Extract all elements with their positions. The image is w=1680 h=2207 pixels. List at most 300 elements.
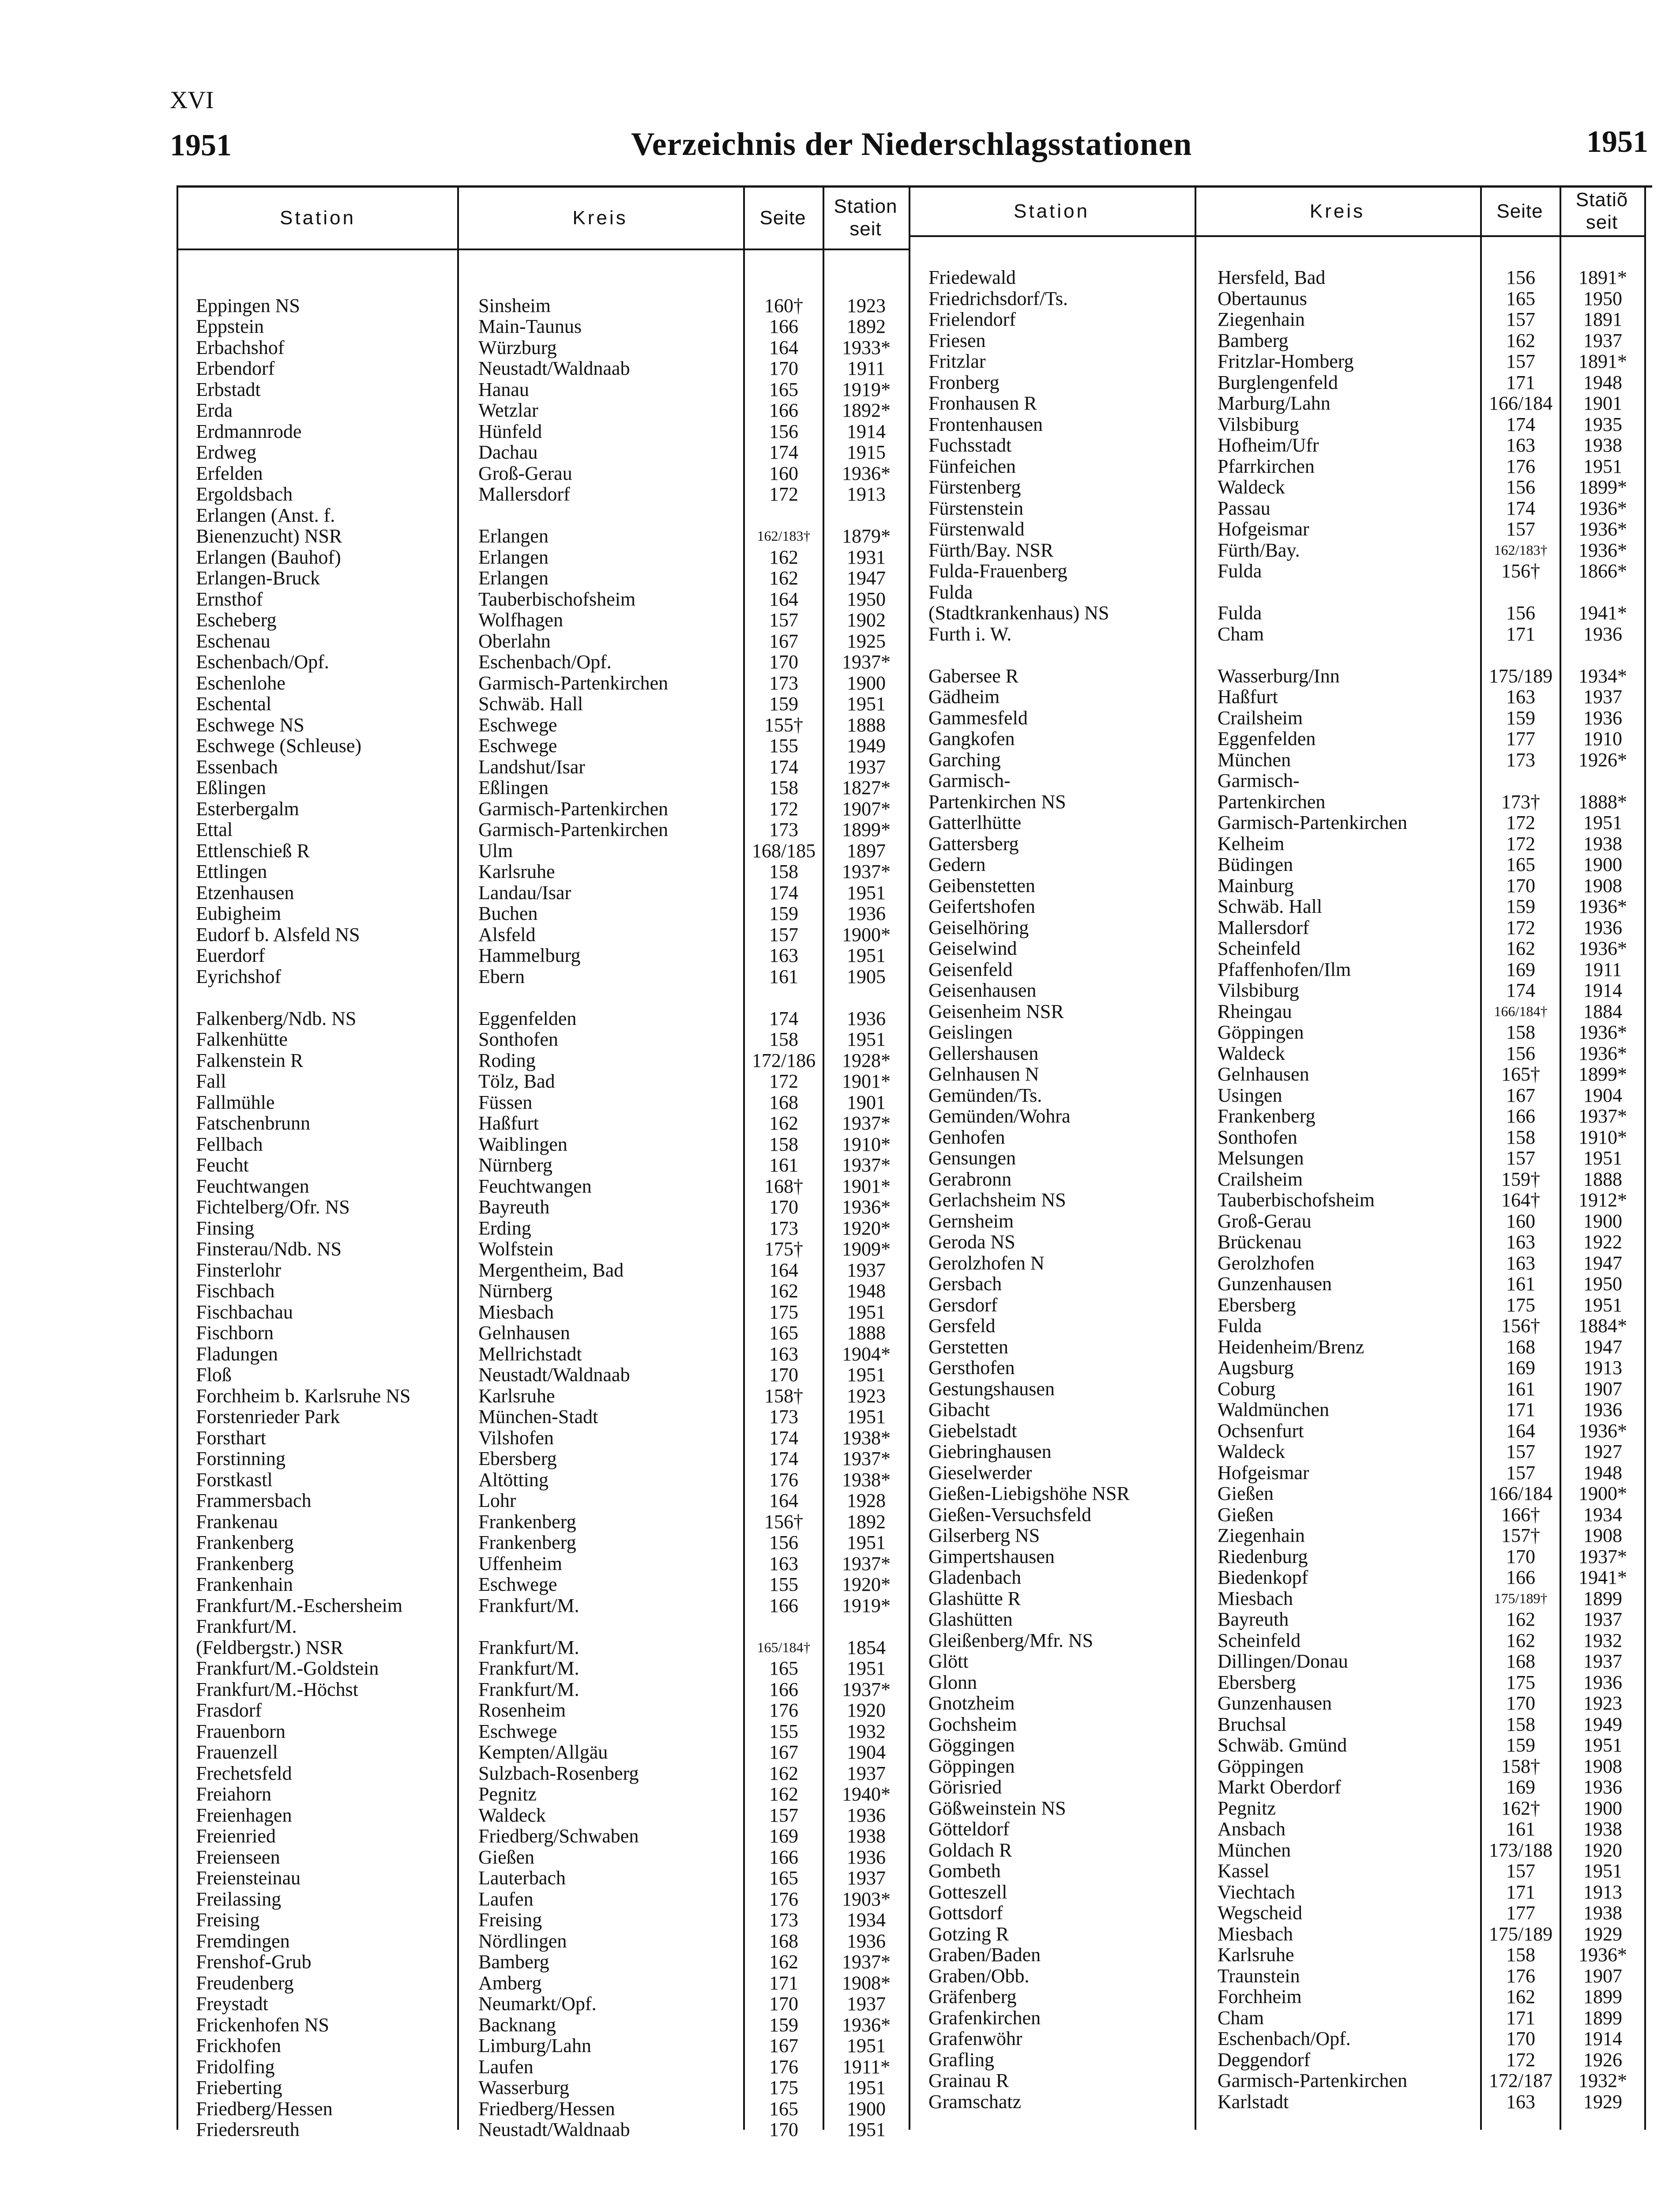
station-name: Frontenhausen <box>928 413 1043 435</box>
table-row <box>909 1232 1646 1253</box>
table-row <box>178 610 909 631</box>
seite-value: 172 <box>1506 2049 1535 2071</box>
station-name: Gerabronn <box>928 1168 1012 1190</box>
seite-value: 161 <box>1506 1818 1535 1840</box>
station-seit-value: 1937* <box>842 1951 891 1973</box>
table-row <box>178 1721 909 1742</box>
kreis-name: Hanau <box>478 378 529 400</box>
kreis-name: Partenkirchen <box>1218 791 1326 813</box>
seite-value: 165 <box>769 1657 798 1679</box>
kreis-name: Ziegenhain <box>1218 309 1305 330</box>
station-seit-value: 1950 <box>847 588 886 610</box>
station-name: Erlangen (Bauhof) <box>196 546 341 568</box>
station-name: Friedewald <box>928 267 1016 288</box>
table-row <box>909 749 1646 771</box>
header-kreis-right: Kreis <box>1309 200 1365 222</box>
kreis-name: Sonthofen <box>1218 1126 1297 1148</box>
station-seit-value: 1854 <box>847 1636 886 1658</box>
station-seit-value: 1920* <box>842 1217 891 1239</box>
seite-value: 161 <box>769 1154 798 1176</box>
station-seit-value: 1899 <box>1583 1986 1622 2007</box>
seite-value: 156 <box>769 420 798 442</box>
table-row <box>178 1742 909 1763</box>
station-seit-value: 1934 <box>1583 1503 1622 1525</box>
station-name: Gammesfeld <box>928 707 1028 729</box>
station-name: Gotteszell <box>928 1881 1007 1903</box>
kreis-name: Oberlahn <box>478 630 551 652</box>
kreis-name: Erding <box>478 1217 531 1239</box>
station-seit-value: 1951 <box>847 1657 886 1679</box>
station-name: Geislingen <box>928 1021 1013 1043</box>
seite-value: 173 <box>769 819 798 840</box>
seite-value: 156† <box>1501 1315 1540 1337</box>
table-row <box>178 358 909 379</box>
kreis-name: Feuchtwangen <box>478 1175 592 1197</box>
station-name: Fünfeichen <box>928 455 1016 477</box>
table-row <box>178 1511 909 1533</box>
station-seit-value: 1900 <box>1583 1797 1622 1819</box>
station-seit-value: 1951 <box>847 1364 886 1386</box>
seite-value: 158† <box>764 1385 803 1407</box>
table-row <box>178 1700 909 1721</box>
seite-value: 162 <box>769 1951 798 1973</box>
station-name: Friedberg/Hessen <box>196 2098 333 2120</box>
table-row <box>178 2035 909 2056</box>
kreis-name: Mainburg <box>1218 874 1294 896</box>
seite-value: 177 <box>1506 1902 1535 1924</box>
station-seit-value: 1897 <box>847 840 886 862</box>
station-name: Ettlenschieß R <box>196 840 310 862</box>
station-name: Erbendorf <box>196 358 275 379</box>
kreis-name: Eschwege <box>478 735 557 757</box>
station-seit-value: 1908 <box>1583 1525 1622 1546</box>
station-seit-value: 1951 <box>847 693 886 715</box>
kreis-name: Deggendorf <box>1218 2049 1311 2071</box>
kreis-name: Ochsenfurt <box>1218 1420 1304 1442</box>
station-name: Feuchtwangen <box>196 1175 309 1197</box>
station-seit-value: 1948 <box>1583 371 1622 393</box>
kreis-name: Friedberg/Hessen <box>478 2098 615 2120</box>
table-row <box>909 456 1646 477</box>
station-seit-value: 1922 <box>1583 1231 1622 1253</box>
table-row <box>178 1008 909 1029</box>
station-name: Freiensteinau <box>196 1867 301 1889</box>
station-seit-value: 1936* <box>1579 1944 1627 1966</box>
station-seit-value: 1901* <box>842 1070 891 1092</box>
station-seit-value: 1909* <box>842 1238 891 1260</box>
kreis-name: Dillingen/Donau <box>1218 1650 1348 1672</box>
station-name: Gestungshausen <box>928 1378 1055 1400</box>
table-row <box>178 693 909 715</box>
station-name: Fladungen <box>196 1343 278 1365</box>
kreis-name: Amberg <box>478 1972 542 1994</box>
kreis-name: Eggenfelden <box>1218 728 1316 749</box>
station-seit-value: 1937 <box>847 1762 886 1784</box>
seite-value: 159 <box>769 903 798 924</box>
kreis-name: Eschwege <box>478 1574 557 1595</box>
seite-value: 162 <box>769 1280 798 1302</box>
kreis-name: Limburg/Lahn <box>478 2035 591 2056</box>
kreis-name: Ebern <box>478 965 525 987</box>
table-row <box>909 1672 1646 1693</box>
station-name: Ergoldsbach <box>196 483 293 505</box>
header-kreis-left: Kreis <box>572 207 628 229</box>
seite-value: 171 <box>1506 1399 1535 1420</box>
kreis-name: Eßlingen <box>478 777 549 798</box>
kreis-name: Tauberbischofsheim <box>1218 1189 1375 1211</box>
table-row <box>909 1001 1646 1022</box>
station-name: Gerlachsheim NS <box>928 1189 1066 1211</box>
seite-value: 164 <box>1506 1420 1535 1442</box>
table-row <box>178 1197 909 1218</box>
station-name: Esterbergalm <box>196 798 299 820</box>
table-row <box>909 644 1646 666</box>
kreis-name: Eggenfelden <box>478 1007 577 1029</box>
station-name: Fürth/Bay. NSR <box>928 539 1054 561</box>
kreis-name: Kelheim <box>1218 832 1285 855</box>
station-seit-value: 1951 <box>847 2077 886 2098</box>
seite-value: 158 <box>1506 1126 1535 1148</box>
table-row <box>178 715 909 736</box>
station-seit-value: 1900 <box>1583 854 1622 875</box>
table-row <box>909 1169 1646 1190</box>
kreis-name: Nürnberg <box>478 1280 552 1302</box>
table-row <box>909 267 1646 288</box>
table-row <box>178 400 909 421</box>
header-station-seit-right: Statiõ seit <box>1575 189 1628 233</box>
right-half-rows <box>909 267 1646 2112</box>
seite-value: 172 <box>1506 832 1535 855</box>
seite-value: 157 <box>769 1804 798 1826</box>
seite-value: 166 <box>769 316 798 337</box>
year-right: 1951 <box>1586 125 1648 159</box>
header-station-right: Station <box>1014 200 1090 222</box>
station-name: Fritzlar <box>928 350 986 372</box>
station-seit-value: 1891 <box>1583 309 1622 330</box>
station-seit-value: 1937 <box>847 1259 886 1281</box>
table-row <box>178 735 909 757</box>
station-name: Gemünden/Wohra <box>928 1105 1071 1127</box>
seite-value: 176 <box>1506 455 1535 477</box>
kreis-name: Karlsruhe <box>1218 1944 1294 1966</box>
table-row <box>178 1993 909 2015</box>
kreis-name: Lauterbach <box>478 1867 566 1889</box>
station-seit-value: 1925 <box>847 630 886 652</box>
table-row <box>909 519 1646 540</box>
kreis-name: Miesbach <box>478 1301 554 1323</box>
station-seit-value: 1905 <box>847 965 886 987</box>
table-row <box>178 1847 909 1868</box>
station-name: Glött <box>928 1650 969 1672</box>
year-left: 1951 <box>170 128 232 162</box>
station-name: Fürstenwald <box>928 518 1025 540</box>
station-seit-value: 1937 <box>847 756 886 778</box>
seite-value: 162 <box>769 1783 798 1805</box>
station-name: Freudenberg <box>196 1972 294 1994</box>
table-row <box>178 484 909 505</box>
station-name: Gattersberg <box>928 832 1019 855</box>
station-name: Gotzing R <box>928 1923 1009 1945</box>
station-name: Eßlingen <box>196 777 266 798</box>
station-name: Fellbach <box>196 1133 263 1155</box>
table-row <box>909 1043 1646 1064</box>
seite-value: 175 <box>769 1301 798 1323</box>
kreis-name: Eschenbach/Opf. <box>478 651 612 673</box>
seite-value: 166/184 <box>1488 1483 1553 1504</box>
station-seit-value: 1936* <box>1579 539 1627 561</box>
station-name: Goldach R <box>928 1839 1012 1861</box>
table-row <box>909 1966 1646 1987</box>
seite-value: 162 <box>1506 938 1535 959</box>
seite-value: 160† <box>764 294 803 316</box>
station-name: Erdmannrode <box>196 420 302 442</box>
station-seit-value: 1937* <box>842 1678 891 1700</box>
seite-value: 166 <box>769 399 798 421</box>
station-seit-value: 1941* <box>1579 602 1627 624</box>
seite-value: 172/187 <box>1488 2070 1553 2091</box>
kreis-name: Waldeck <box>1218 1441 1285 1462</box>
kreis-name: Groß-Gerau <box>1218 1210 1312 1232</box>
station-name: Graben/Obb. <box>928 1965 1030 1987</box>
station-name: Gilserberg NS <box>928 1525 1040 1546</box>
station-seit-value: 1900* <box>1579 1483 1627 1504</box>
station-name: (Feldbergstr.) NSR <box>196 1636 344 1658</box>
kreis-name: Waldeck <box>478 1804 546 1826</box>
station-seit-value: 1914 <box>1583 2028 1622 2049</box>
seite-value: 157 <box>1506 1147 1535 1169</box>
seite-value: 165/184† <box>757 1639 811 1655</box>
station-name: Freienried <box>196 1825 276 1847</box>
station-seit-value: 1947 <box>1583 1336 1622 1358</box>
station-seit-value: 1908 <box>1583 874 1622 896</box>
station-name: Gießen-Liebigshöhe NSR <box>928 1483 1130 1504</box>
station-name: Falkenstein R <box>196 1049 304 1071</box>
kreis-name: Hammelburg <box>478 945 581 966</box>
table-row <box>178 819 909 840</box>
table-row <box>909 1378 1646 1400</box>
kreis-name: Frankenberg <box>478 1532 576 1553</box>
station-seit-value: 1911* <box>842 2056 891 2078</box>
kreis-name: Göppingen <box>1218 1755 1304 1777</box>
station-seit-value: 1892* <box>842 399 891 421</box>
kreis-name: Gießen <box>1218 1483 1274 1504</box>
seite-value: 167 <box>1506 1084 1535 1106</box>
kreis-name: Crailsheim <box>1218 707 1303 729</box>
table-row <box>178 798 909 820</box>
seite-value: 169 <box>1506 958 1535 980</box>
station-name: Etzenhausen <box>196 881 294 904</box>
station-seit-value: 1951 <box>847 1532 886 1553</box>
seite-value: 170 <box>769 2119 798 2140</box>
table-row <box>178 1448 909 1469</box>
seite-value: 161 <box>1506 1378 1535 1400</box>
station-name: Eubigheim <box>196 903 282 924</box>
station-seit-value: 1936* <box>1579 1042 1627 1064</box>
station-seit-value: 1938* <box>842 1427 891 1449</box>
kreis-name: Wolfstein <box>478 1238 553 1260</box>
table-row <box>178 652 909 673</box>
station-seit-value: 1891* <box>1579 350 1627 372</box>
kreis-name: Melsungen <box>1218 1147 1304 1169</box>
station-name: (Stadtkrankenhaus) NS <box>928 602 1109 624</box>
station-name: Göppingen <box>928 1755 1015 1777</box>
seite-value: 170 <box>769 651 798 673</box>
seite-value: 174 <box>1506 497 1535 519</box>
station-seit-value: 1937 <box>847 1993 886 2015</box>
table-row <box>909 959 1646 980</box>
station-seit-value: 1908* <box>842 1972 891 1994</box>
station-seit-value: 1936* <box>842 2014 891 2036</box>
station-name: Frechetsfeld <box>196 1762 292 1784</box>
kreis-name: Garmisch-Partenkirchen <box>1218 812 1408 833</box>
table-row <box>909 1022 1646 1043</box>
station-name: Friesen <box>928 329 986 351</box>
station-name: Finsterau/Ndb. NS <box>196 1238 342 1260</box>
kreis-name: Frankfurt/M. <box>478 1657 579 1679</box>
seite-value: 174 <box>769 441 798 463</box>
station-name: Frasdorf <box>196 1699 262 1721</box>
table-row <box>178 882 909 904</box>
seite-value: 166 <box>1506 1567 1535 1588</box>
station-seit-value: 1928 <box>847 1490 886 1511</box>
kreis-name: Crailsheim <box>1218 1168 1303 1190</box>
kreis-name: Riedenburg <box>1218 1545 1308 1567</box>
station-name: Gibacht <box>928 1399 990 1420</box>
station-seit-value: 1913 <box>847 483 886 505</box>
table-row <box>178 526 909 547</box>
station-name: Friedrichsdorf/Ts. <box>928 287 1068 309</box>
station-name: Frammersbach <box>196 1490 312 1511</box>
station-name: Görisried <box>928 1776 1002 1798</box>
table-row <box>909 1399 1646 1420</box>
table-row <box>909 288 1646 309</box>
seite-value: 157† <box>1501 1525 1540 1546</box>
kreis-name: Laufen <box>478 2056 534 2078</box>
kreis-name: München <box>1218 749 1291 771</box>
station-seit-value: 1936* <box>1579 1420 1627 1442</box>
seite-value: 171 <box>1506 1881 1535 1903</box>
station-name: Giebringhausen <box>928 1441 1052 1462</box>
kreis-name: Haßfurt <box>478 1112 539 1134</box>
kreis-name: Eschwege <box>478 1720 557 1742</box>
seite-value: 165† <box>1501 1063 1540 1085</box>
station-name: Frenshof-Grub <box>196 1951 312 1973</box>
kreis-name: Bayreuth <box>478 1196 550 1218</box>
station-name: Graben/Baden <box>928 1944 1041 1966</box>
station-name: Garching <box>928 749 1001 771</box>
seite-value: 166 <box>1506 1105 1535 1127</box>
station-name: Frauenborn <box>196 1720 286 1742</box>
seite-value: 172 <box>1506 812 1535 833</box>
seite-value: 169 <box>1506 1357 1535 1378</box>
station-seit-value: 1900 <box>847 2098 886 2120</box>
station-name: Fallmühle <box>196 1091 275 1113</box>
kreis-name: Ebersberg <box>1218 1671 1296 1693</box>
kreis-name: Obertaunus <box>1218 287 1307 309</box>
kreis-name: Büdingen <box>1218 854 1293 875</box>
station-seit-value: 1936 <box>847 1930 886 1952</box>
kreis-name: Garmisch-Partenkirchen <box>1218 2070 1408 2091</box>
table-row <box>909 1315 1646 1337</box>
table-row <box>909 980 1646 1001</box>
seite-value: 165 <box>769 378 798 400</box>
station-seit-value: 1926 <box>1583 2049 1622 2071</box>
seite-value: 158 <box>769 861 798 882</box>
seite-value: 165 <box>1506 287 1535 309</box>
kreis-name: Nördlingen <box>478 1930 567 1952</box>
kreis-name: Backnang <box>478 2014 556 2036</box>
seite-value: 176 <box>769 1888 798 1910</box>
station-seit-value: 1937* <box>842 861 891 882</box>
kreis-name: Coburg <box>1218 1378 1276 1400</box>
seite-value: 162/183† <box>1494 542 1548 558</box>
table-row <box>909 435 1646 456</box>
station-name: Freystadt <box>196 1993 268 2015</box>
table-row <box>178 379 909 400</box>
station-name: Gladenbach <box>928 1567 1022 1588</box>
table-row <box>909 1106 1646 1127</box>
table-row <box>909 896 1646 917</box>
station-seit-value: 1908 <box>1583 1755 1622 1777</box>
table-row <box>178 966 909 987</box>
station-seit-value: 1900* <box>842 923 891 945</box>
seite-value: 166 <box>769 1594 798 1616</box>
table-row <box>178 1469 909 1491</box>
station-name: Erfelden <box>196 462 263 484</box>
station-name: Erlangen (Anst. f. <box>196 504 335 526</box>
seite-value: 170 <box>769 1993 798 2015</box>
table-row <box>909 1756 1646 1777</box>
seite-value: 168† <box>764 1175 803 1197</box>
station-seit-value: 1920 <box>847 1699 886 1721</box>
table-row <box>909 1588 1646 1609</box>
kreis-name: Vilsbiburg <box>1218 413 1299 435</box>
station-seit-value: 1928* <box>842 1049 891 1071</box>
kreis-name: Landau/Isar <box>478 881 571 904</box>
station-seit-value: 1933* <box>842 336 891 358</box>
seite-value: 162 <box>769 546 798 568</box>
station-name: Gramschatz <box>928 2090 1022 2113</box>
seite-value: 159 <box>1506 1734 1535 1756</box>
table-row <box>909 791 1646 813</box>
table-row <box>909 812 1646 833</box>
seite-value: 172/186 <box>752 1049 816 1071</box>
station-name: Eudorf b. Alsfeld NS <box>196 923 360 945</box>
kreis-name: Neustadt/Waldnaab <box>478 2119 630 2140</box>
seite-value: 175/189† <box>1494 1590 1548 1606</box>
station-name: Fronhausen R <box>928 392 1037 414</box>
seite-value: 170 <box>1506 1692 1535 1714</box>
station-name: Forstkastl <box>196 1469 273 1491</box>
kreis-name: Erlangen <box>478 567 549 589</box>
seite-value: 158 <box>1506 1713 1535 1735</box>
kreis-name: Garmisch-Partenkirchen <box>478 672 669 694</box>
kreis-name: Hofgeismar <box>1218 518 1309 540</box>
table-row <box>909 728 1646 749</box>
kreis-name: Gelnhausen <box>478 1322 570 1344</box>
kreis-name: Laufen <box>478 1888 534 1910</box>
station-name: Glashütten <box>928 1608 1013 1630</box>
seite-value: 164† <box>1501 1189 1540 1211</box>
station-name: Gersbach <box>928 1273 1002 1295</box>
station-name: Eschenlohe <box>196 672 286 694</box>
table-row <box>909 330 1646 351</box>
seite-value: 171 <box>1506 623 1535 645</box>
station-name: Fischbach <box>196 1280 275 1302</box>
table-row <box>178 316 909 337</box>
station-seit-value: 1866* <box>1579 560 1627 582</box>
page-number: XVI <box>170 87 214 114</box>
